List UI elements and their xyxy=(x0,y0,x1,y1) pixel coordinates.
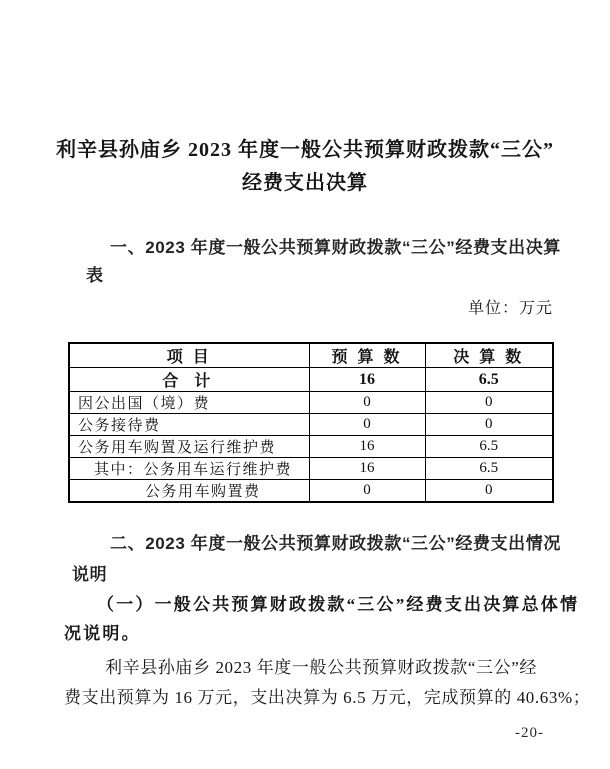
table-row-vehicle-total xyxy=(69,436,553,458)
cell-budget: 16 xyxy=(309,436,425,458)
cell-label: 合 计 xyxy=(69,368,309,392)
section1-heading-line2: 表 xyxy=(86,266,104,285)
cell-final: 6.5 xyxy=(425,458,553,480)
table-header-row xyxy=(69,343,553,368)
unit-note: 单位：万元 xyxy=(467,300,553,317)
subsection-heading-line2: 况说明。 xyxy=(64,624,141,643)
cell-label: 公务用车购置费 xyxy=(69,480,309,503)
header-final: 决 算 数 xyxy=(425,343,553,368)
cell-final: 6.5 xyxy=(425,368,553,392)
section2-heading-line2: 说明 xyxy=(72,565,108,584)
document-title-line1: 利辛县孙庙乡 2023 年度一般公共预算财政拨款“三公” xyxy=(56,139,554,161)
table-row-reception xyxy=(69,414,553,436)
cell-budget: 16 xyxy=(309,368,425,392)
cell-final: 0 xyxy=(425,480,553,503)
cell-budget: 16 xyxy=(309,458,425,480)
cell-budget: 0 xyxy=(309,392,425,414)
cell-final: 6.5 xyxy=(425,436,553,458)
cell-label: 其中：公务用车运行维护费 xyxy=(69,458,309,480)
sangong-expense-table xyxy=(68,342,554,503)
page-number: -20- xyxy=(515,725,544,741)
document-title-line2: 经费支出决算 xyxy=(242,172,368,194)
table-row-total xyxy=(69,368,553,392)
table-row-vehicle-purchase xyxy=(69,480,553,503)
paragraph-line1: 利辛县孙庙乡 2023 年度一般公共预算财政拨款“三公”经 xyxy=(105,658,537,677)
subsection-heading-line1: （一）一般公共预算财政拨款“三公”经费支出决算总体情 xyxy=(97,595,580,614)
cell-label: 因公出国（境）费 xyxy=(69,392,309,414)
table-row-vehicle-maintenance xyxy=(69,458,553,480)
cell-label: 公务接待费 xyxy=(69,414,309,436)
cell-label: 公务用车购置及运行维护费 xyxy=(69,436,309,458)
table-row-abroad xyxy=(69,392,553,414)
section2-heading-line1: 二、2023 年度一般公共预算财政拨款“三公”经费支出情况 xyxy=(110,534,561,553)
cell-final: 0 xyxy=(425,414,553,436)
cell-final: 0 xyxy=(425,392,553,414)
cell-budget: 0 xyxy=(309,414,425,436)
paragraph-line2: 费支出预算为 16 万元，支出决算为 6.5 万元，完成预算的 40.63%； xyxy=(64,688,591,707)
header-budget: 预 算 数 xyxy=(309,343,425,368)
table-header xyxy=(69,343,553,368)
section1-heading-line1: 一、2023 年度一般公共预算财政拨款“三公”经费支出决算 xyxy=(110,238,561,257)
cell-budget: 0 xyxy=(309,480,425,503)
header-item: 项 目 xyxy=(69,343,309,368)
